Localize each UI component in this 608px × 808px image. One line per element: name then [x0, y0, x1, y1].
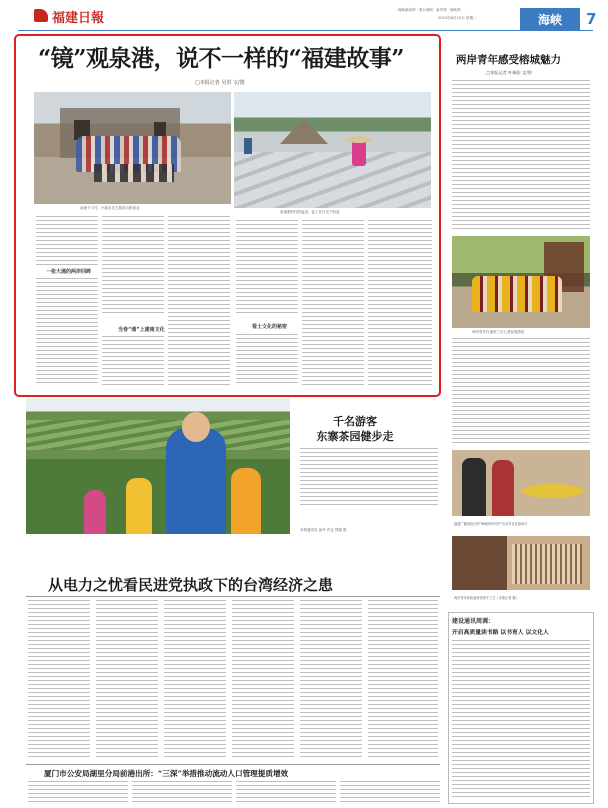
tea-title-line: 千名游客 东寨茶园健步走 — [316, 415, 394, 443]
right-bottom-title: 开启高质量读书路 以书育人 以文化人 — [452, 630, 549, 636]
right-top-byline: □本报记者 叶新阳 文/图 — [486, 70, 532, 75]
masthead-logo: 福建日報 — [52, 11, 105, 26]
lead-col-1b — [36, 278, 98, 386]
right-top-text-1 — [452, 80, 590, 230]
right-top-photo-caption: 两岸青年在福州三坊七巷参观游览 — [472, 330, 525, 334]
right-bottom-label: 建设通讯周调： — [452, 618, 495, 625]
masthead — [0, 0, 608, 34]
lead-col-2b — [102, 336, 164, 386]
lead-sub-2: 当卷“通”上建南文化 — [118, 327, 165, 333]
economy-col-1 — [28, 600, 90, 760]
lead-sub-3: 看土文化的秘密 — [252, 324, 288, 330]
right-top-text-2 — [452, 338, 590, 446]
tea-text — [300, 448, 438, 508]
economy-rule — [26, 596, 440, 597]
bottom-col-1 — [28, 781, 128, 803]
lead-col-3 — [168, 216, 230, 386]
tea-title — [300, 414, 410, 444]
economy-col-5 — [300, 600, 362, 760]
lead-photo-village — [34, 92, 231, 204]
lead-col-5 — [302, 220, 364, 386]
lead-photo-salt-caption: 泉港惠屿村的盐田，盐工在日光下收盐 — [280, 210, 340, 214]
bottom-col-3 — [236, 781, 336, 803]
lead-col-2a — [102, 216, 164, 316]
right-mid-photo-2-caption: 两岸青年体验福州传统手工艺（本报记者 摄） — [454, 596, 519, 600]
section-tab — [520, 8, 580, 30]
lead-col-4a — [236, 220, 298, 316]
lead-sub-1: 一张大通的两岸回眸 — [46, 269, 92, 275]
tea-byline: 本报通讯员 邱丹 许志 郑娟 图 — [300, 528, 347, 532]
economy-col-4 — [232, 600, 294, 760]
tea-garden-photo — [26, 398, 290, 534]
lead-photo-village-caption: 泉港下门村，小朋友在古厝前合影留念 — [80, 206, 140, 210]
right-bottom-text — [452, 640, 590, 800]
logo-mark-icon — [34, 9, 48, 22]
masthead-rule — [18, 30, 593, 31]
economy-col-6 — [368, 600, 438, 760]
lead-byline: □本报记者 吴洪 文/图 — [195, 80, 245, 86]
right-mid-photo-caption: 福建广播电视台的“海峡两岸有约”访谈节目在榕举行 — [454, 522, 528, 526]
lead-photo-salt-field — [234, 92, 431, 208]
right-mid-photo-2 — [452, 536, 590, 590]
bottom-col-2 — [132, 781, 232, 803]
lead-col-1a — [36, 216, 98, 266]
lead-title: “镜”观泉港，说不一样的“福建故事” — [38, 45, 404, 72]
section-label: 海峡 — [537, 12, 562, 27]
economy-col-2 — [96, 600, 158, 760]
lead-col-4b — [236, 334, 298, 386]
right-top-photo — [452, 236, 590, 328]
bottom-col-4 — [340, 781, 440, 803]
economy-col-3 — [164, 600, 226, 760]
masthead-date: 2023年8月15日 星期二 — [438, 16, 477, 20]
right-top-title: 两岸青年感受榕城魅力 — [456, 54, 561, 66]
masthead-sites: 海峡新闻网 · 看台海网 · 新华网 · 海峡网 — [398, 8, 461, 12]
economy-title: 从电力之忧看民进党执政下的台湾经济之患 — [48, 576, 334, 594]
bottom-story-title: 厦门市公安局湖里分局前港出所：“三深”举措推动流动人口管理提质增效 — [44, 769, 289, 778]
right-mid-photo — [452, 450, 590, 516]
page-number: 7 — [586, 10, 597, 28]
lead-col-6 — [368, 220, 432, 386]
bottom-rule — [26, 764, 440, 765]
